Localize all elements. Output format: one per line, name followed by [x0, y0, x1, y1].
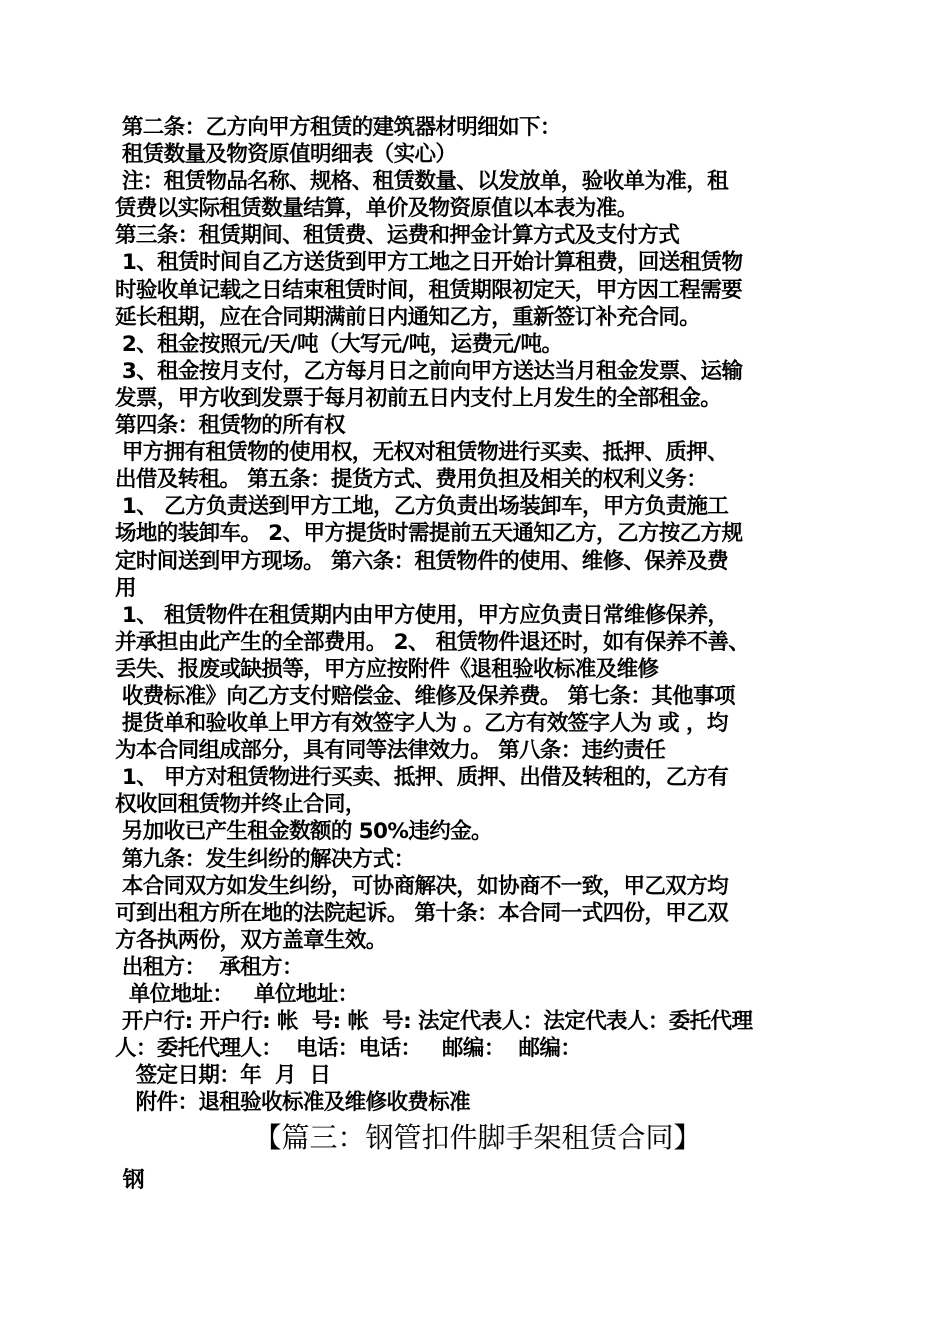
section-heading: 【篇三：钢管扣件脚手架租赁合同】: [253, 1121, 702, 1155]
text-line: 甲方拥有租赁物的使用权，无权对租赁物进行买卖、抵押、质押、: [115, 440, 728, 466]
text-line: 出租方： 承租方：: [115, 954, 303, 980]
text-line: 第三条：租赁期间、租赁费、运费和押金计算方式及支付方式: [115, 223, 680, 249]
text-line: 注：租赁物品名称、规格、租赁数量、以发放单，验收单为准，租: [115, 169, 728, 195]
text-line: 提货单和验收单上甲方有效签字人为 。乙方有效签字人为 或 ，均: [115, 711, 728, 737]
text-line: 时验收单记载之日结束租赁时间，租赁期限初定天，甲方因工程需要: [115, 277, 743, 303]
text-line: 丢失、报废或缺损等，甲方应按附件《退租验收标准及维修: [115, 656, 659, 682]
text-line: 场地的装卸车。 2、甲方提货时需提前五天通知乙方，乙方按乙方规: [115, 521, 743, 547]
text-line: 赁费以实际租赁数量结算，单价及物资原值以本表为准。: [115, 196, 638, 222]
text-line: 为本合同组成部分，具有同等法律效力。 第八条：违约责任: [115, 738, 666, 764]
text-line: 第二条：乙方向甲方租赁的建筑器材明细如下：: [115, 115, 561, 140]
text-line: 另加收已产生租金数额的 50%违约金。: [115, 819, 492, 845]
document-body: [115, 114, 840, 1196]
text-line: 第九条：发生纠纷的解决方式：: [115, 846, 415, 872]
text-line: 可到出租方所在地的法院起诉。 第十条：本合同一式四份，甲乙双: [115, 900, 728, 926]
text-line: 1、 乙方负责送到甲方工地，乙方负责出场装卸车，甲方负责施工: [115, 494, 729, 520]
text-line: 2、租金按照元/天/吨（大写元/吨，运费元/吨。: [115, 331, 563, 357]
text-line: 单位地址： 单位地址：: [115, 982, 359, 1007]
text-line: 3、租金按月支付，乙方每月日之前向甲方送达当月租金发票、运输: [115, 358, 743, 384]
text-line: 并承担由此产生的全部费用。 2、 租赁物件退还时，如有保养不善、: [115, 629, 750, 655]
text-line: 附件：退租验收标准及维修收费标准: [115, 1090, 471, 1116]
text-line: 第四条：租赁物的所有权: [115, 413, 345, 439]
text-line: 人：委托代理人： 电话：电话： 邮编： 邮编：: [115, 1036, 582, 1062]
text-line: 1、 甲方对租赁物进行买卖、抵押、质押、出借及转租的，乙方有: [115, 765, 729, 791]
text-line: 1、租赁时间自乙方送货到甲方工地之日开始计算租费，回送租赁物: [115, 250, 743, 276]
text-line: 权收回租赁物并终止合同，: [115, 792, 366, 818]
text-line: 定时间送到甲方现场。 第六条：租赁物件的使用、维修、保养及费: [115, 548, 728, 574]
text-line: 开户行: 开户行: 帐 号: 帐 号: 法定代表人：法定代表人：委托代理: [115, 1009, 753, 1035]
trailing-text: 钢: [115, 1168, 145, 1194]
text-line: 延长租期，应在合同期满前日内通知乙方，重新签订补充合同。: [115, 304, 701, 330]
text-line: 租赁数量及物资原值明细表（实心）: [115, 142, 457, 168]
text-line: 发票，甲方收到发票于每月初前五日内支付上月发生的全部租金。: [115, 385, 722, 411]
text-line: 用: [115, 575, 136, 601]
text-line: 1、 租赁物件在租赁期内由甲方使用，甲方应负责日常维修保养，: [115, 602, 729, 628]
text-line: 收费标准》向乙方支付赔偿金、维修及保养费。 第七条：其他事项: [115, 683, 735, 709]
text-line: 本合同双方如发生纠纷，可协商解决，如协商不一致，甲乙双方均: [115, 873, 728, 899]
text-line: 方各执两份，双方盖章生效。: [115, 927, 387, 953]
text-line: 出借及转租。 第五条：提货方式、费用负担及相关的权利义务：: [115, 467, 708, 493]
text-line: 签定日期：年 月 日: [115, 1063, 331, 1089]
